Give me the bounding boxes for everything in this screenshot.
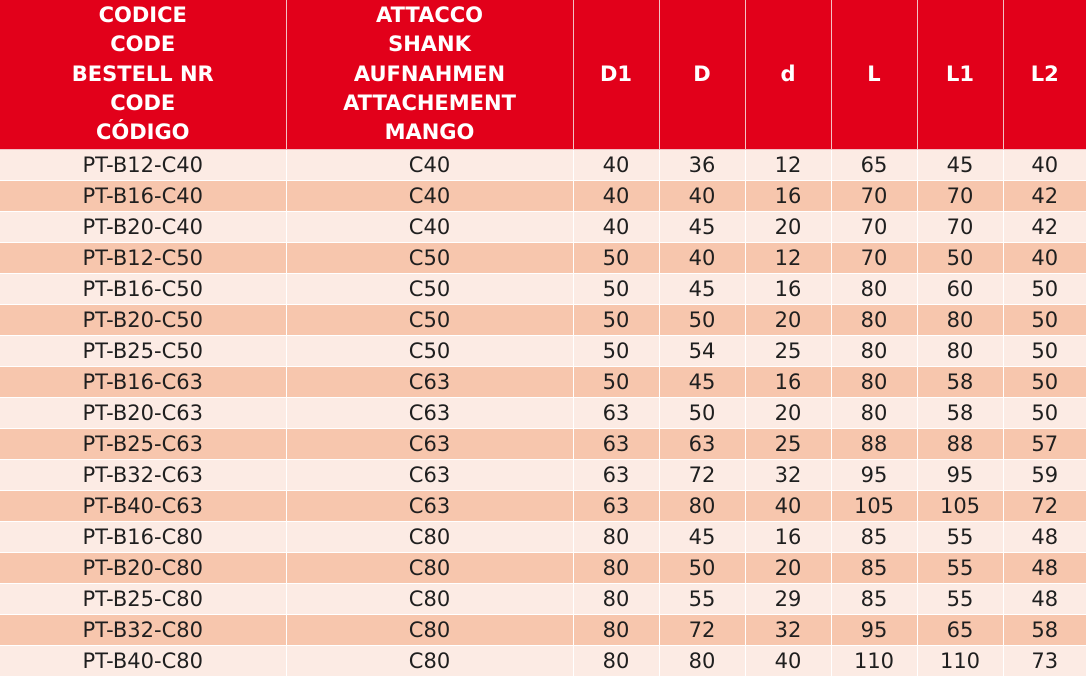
- cell-shank: C63: [286, 428, 573, 459]
- cell-l: 95: [831, 459, 917, 490]
- cell-shank: C50: [286, 304, 573, 335]
- table-row: [0, 211, 1086, 242]
- cell-code: PT-B25-C80: [0, 583, 286, 614]
- cell-l1: 55: [917, 552, 1003, 583]
- cell-l: 85: [831, 583, 917, 614]
- cell-shank: C63: [286, 366, 573, 397]
- cell-l1: 50: [917, 242, 1003, 273]
- cell-d1: 80: [573, 583, 659, 614]
- cell-l1: 65: [917, 614, 1003, 645]
- cell-l: 85: [831, 521, 917, 552]
- cell-l1: 95: [917, 459, 1003, 490]
- cell-d: 50: [659, 304, 745, 335]
- cell-l1: 55: [917, 583, 1003, 614]
- table-row: [0, 614, 1086, 645]
- table-row: [0, 242, 1086, 273]
- table-body: [0, 149, 1086, 676]
- cell-d1: 80: [573, 552, 659, 583]
- cell-l2: 72: [1003, 490, 1086, 521]
- cell-d1: 80: [573, 521, 659, 552]
- cell-l: 85: [831, 552, 917, 583]
- column-header-l1: L1: [917, 0, 1003, 149]
- cell-code: PT-B32-C63: [0, 459, 286, 490]
- cell-small-d: 29: [745, 583, 831, 614]
- cell-d: 50: [659, 552, 745, 583]
- table-row: [0, 645, 1086, 676]
- cell-l: 95: [831, 614, 917, 645]
- cell-shank: C40: [286, 149, 573, 180]
- cell-d: 40: [659, 180, 745, 211]
- table-row: [0, 273, 1086, 304]
- table-row: [0, 552, 1086, 583]
- cell-d: 40: [659, 242, 745, 273]
- cell-small-d: 16: [745, 521, 831, 552]
- cell-l1: 80: [917, 335, 1003, 366]
- cell-d1: 80: [573, 645, 659, 676]
- cell-l1: 110: [917, 645, 1003, 676]
- cell-d: 45: [659, 211, 745, 242]
- cell-d1: 50: [573, 273, 659, 304]
- cell-shank: C50: [286, 273, 573, 304]
- cell-code: PT-B40-C63: [0, 490, 286, 521]
- cell-small-d: 16: [745, 273, 831, 304]
- cell-l2: 50: [1003, 304, 1086, 335]
- column-header-d1: D1: [573, 0, 659, 149]
- cell-shank: C63: [286, 490, 573, 521]
- cell-l2: 57: [1003, 428, 1086, 459]
- column-header-shank: ATTACCO SHANK AUFNAHMEN ATTACHEMENT MANGO: [286, 0, 573, 149]
- cell-shank: C80: [286, 645, 573, 676]
- cell-l: 70: [831, 180, 917, 211]
- cell-shank: C50: [286, 242, 573, 273]
- cell-l2: 50: [1003, 397, 1086, 428]
- cell-small-d: 16: [745, 180, 831, 211]
- cell-l: 70: [831, 242, 917, 273]
- cell-code: PT-B40-C80: [0, 645, 286, 676]
- cell-d: 80: [659, 490, 745, 521]
- table-header: [0, 0, 1086, 149]
- cell-d: 55: [659, 583, 745, 614]
- cell-l: 80: [831, 304, 917, 335]
- cell-l1: 60: [917, 273, 1003, 304]
- cell-d: 63: [659, 428, 745, 459]
- cell-code: PT-B20-C40: [0, 211, 286, 242]
- cell-l1: 45: [917, 149, 1003, 180]
- column-header-l: L: [831, 0, 917, 149]
- cell-code: PT-B16-C63: [0, 366, 286, 397]
- cell-d: 72: [659, 614, 745, 645]
- table-row: [0, 335, 1086, 366]
- cell-shank: C40: [286, 211, 573, 242]
- cell-small-d: 32: [745, 459, 831, 490]
- cell-code: PT-B16-C40: [0, 180, 286, 211]
- cell-shank: C50: [286, 335, 573, 366]
- column-header-l2: L2: [1003, 0, 1086, 149]
- cell-shank: C80: [286, 552, 573, 583]
- table-row: [0, 397, 1086, 428]
- cell-shank: C63: [286, 459, 573, 490]
- cell-l2: 42: [1003, 180, 1086, 211]
- cell-d1: 63: [573, 490, 659, 521]
- cell-l: 80: [831, 335, 917, 366]
- cell-l1: 105: [917, 490, 1003, 521]
- cell-l: 80: [831, 366, 917, 397]
- cell-l: 70: [831, 211, 917, 242]
- cell-small-d: 12: [745, 149, 831, 180]
- table-row: [0, 583, 1086, 614]
- cell-code: PT-B20-C80: [0, 552, 286, 583]
- column-header-d: D: [659, 0, 745, 149]
- table-row: [0, 366, 1086, 397]
- cell-d1: 50: [573, 335, 659, 366]
- cell-l: 65: [831, 149, 917, 180]
- cell-code: PT-B16-C50: [0, 273, 286, 304]
- cell-shank: C80: [286, 521, 573, 552]
- cell-small-d: 20: [745, 552, 831, 583]
- cell-l2: 40: [1003, 242, 1086, 273]
- table-row: [0, 180, 1086, 211]
- table-row: [0, 428, 1086, 459]
- cell-d: 50: [659, 397, 745, 428]
- cell-d1: 63: [573, 459, 659, 490]
- column-header-code: CODICE CODE BESTELL NR CODE CÓDIGO: [0, 0, 286, 149]
- cell-small-d: 16: [745, 366, 831, 397]
- cell-small-d: 20: [745, 397, 831, 428]
- cell-l: 105: [831, 490, 917, 521]
- cell-d: 80: [659, 645, 745, 676]
- cell-l2: 50: [1003, 273, 1086, 304]
- cell-small-d: 25: [745, 335, 831, 366]
- cell-l2: 48: [1003, 552, 1086, 583]
- cell-d1: 50: [573, 304, 659, 335]
- cell-small-d: 20: [745, 211, 831, 242]
- cell-l2: 48: [1003, 583, 1086, 614]
- cell-l1: 58: [917, 397, 1003, 428]
- cell-shank: C40: [286, 180, 573, 211]
- cell-l: 88: [831, 428, 917, 459]
- table-row: [0, 149, 1086, 180]
- cell-l1: 55: [917, 521, 1003, 552]
- cell-l: 80: [831, 273, 917, 304]
- cell-l1: 88: [917, 428, 1003, 459]
- cell-shank: C80: [286, 583, 573, 614]
- cell-d1: 50: [573, 366, 659, 397]
- cell-l2: 42: [1003, 211, 1086, 242]
- cell-small-d: 20: [745, 304, 831, 335]
- cell-l1: 58: [917, 366, 1003, 397]
- cell-l1: 70: [917, 211, 1003, 242]
- table-row: [0, 304, 1086, 335]
- cell-shank: C63: [286, 397, 573, 428]
- cell-small-d: 12: [745, 242, 831, 273]
- cell-small-d: 40: [745, 645, 831, 676]
- cell-d1: 40: [573, 211, 659, 242]
- header-row: [0, 0, 1086, 149]
- cell-code: PT-B12-C50: [0, 242, 286, 273]
- cell-code: PT-B20-C50: [0, 304, 286, 335]
- cell-l2: 59: [1003, 459, 1086, 490]
- cell-l2: 48: [1003, 521, 1086, 552]
- cell-shank: C80: [286, 614, 573, 645]
- cell-code: PT-B25-C63: [0, 428, 286, 459]
- cell-d: 54: [659, 335, 745, 366]
- cell-d1: 50: [573, 242, 659, 273]
- cell-d1: 63: [573, 397, 659, 428]
- cell-code: PT-B20-C63: [0, 397, 286, 428]
- cell-small-d: 25: [745, 428, 831, 459]
- cell-small-d: 40: [745, 490, 831, 521]
- cell-d1: 80: [573, 614, 659, 645]
- cell-l2: 40: [1003, 149, 1086, 180]
- cell-l1: 80: [917, 304, 1003, 335]
- cell-d1: 63: [573, 428, 659, 459]
- cell-code: PT-B12-C40: [0, 149, 286, 180]
- cell-d: 45: [659, 366, 745, 397]
- cell-l2: 50: [1003, 366, 1086, 397]
- cell-code: PT-B16-C80: [0, 521, 286, 552]
- table-row: [0, 521, 1086, 552]
- cell-code: PT-B32-C80: [0, 614, 286, 645]
- cell-l1: 70: [917, 180, 1003, 211]
- cell-l: 80: [831, 397, 917, 428]
- cell-small-d: 32: [745, 614, 831, 645]
- cell-d: 45: [659, 273, 745, 304]
- cell-d1: 40: [573, 180, 659, 211]
- cell-l2: 73: [1003, 645, 1086, 676]
- cell-d1: 40: [573, 149, 659, 180]
- cell-d: 36: [659, 149, 745, 180]
- column-header-small-d: d: [745, 0, 831, 149]
- cell-d: 72: [659, 459, 745, 490]
- cell-l2: 58: [1003, 614, 1086, 645]
- cell-l2: 50: [1003, 335, 1086, 366]
- cell-l: 110: [831, 645, 917, 676]
- cell-d: 45: [659, 521, 745, 552]
- cell-code: PT-B25-C50: [0, 335, 286, 366]
- table-row: [0, 490, 1086, 521]
- table-row: [0, 459, 1086, 490]
